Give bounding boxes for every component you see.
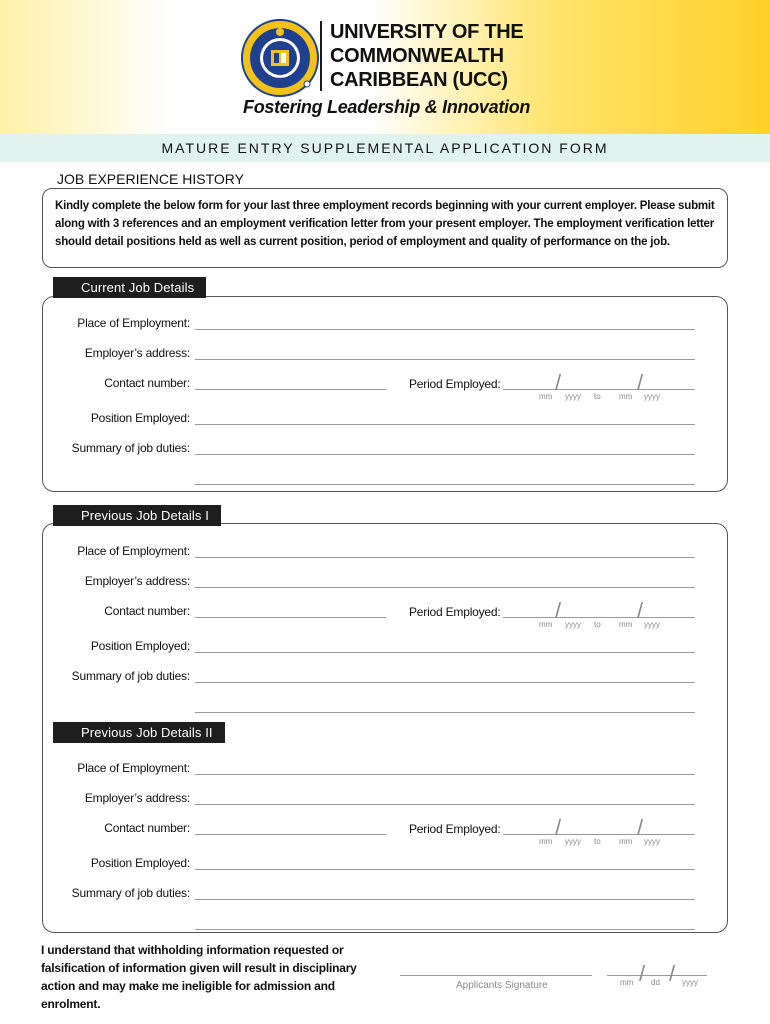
instructions-box xyxy=(42,188,728,268)
period-slash-start-2: / xyxy=(555,815,562,840)
period-label-0: Period Employed: xyxy=(409,377,501,391)
tagline: Fostering Leadership & Innovation xyxy=(243,97,531,117)
summary-label-2: Summary of job duties: xyxy=(71,886,190,900)
university-name-line3: CARIBBEAN (UCC) xyxy=(330,69,508,91)
period-yyyy-start-0: yyyy xyxy=(565,392,581,401)
address-field-2[interactable] xyxy=(195,804,695,805)
summary-field-extra-2[interactable] xyxy=(195,929,695,930)
period-to-1: to xyxy=(594,620,601,629)
signature-date-line[interactable] xyxy=(607,975,707,976)
period-field-1[interactable] xyxy=(503,617,695,618)
period-slash-end-1: / xyxy=(637,598,644,623)
place-field-0[interactable] xyxy=(195,329,695,330)
date-separator-2: / xyxy=(669,961,676,986)
place-field-1[interactable] xyxy=(195,557,695,558)
signature-date-yyyy: yyyy xyxy=(682,978,698,987)
summary-label-1: Summary of job duties: xyxy=(71,669,190,683)
header-banner xyxy=(0,0,770,134)
summary-field-extra-1[interactable] xyxy=(195,712,695,713)
period-slash-start-0: / xyxy=(555,370,562,395)
address-field-0[interactable] xyxy=(195,359,695,360)
job-tab-1: Previous Job Details I xyxy=(53,505,221,526)
period-mm-start-1: mm xyxy=(539,620,553,629)
period-to-0: to xyxy=(594,392,601,401)
instructions-text: Kindly complete the below form for your last three employment records beginning with your current employer. Please submit along with 3 references and an employment verification letter from your present employer. The employment verification letter should detail positions held as well as current position, period of employment and quality of performance on the job. xyxy=(55,200,715,248)
position-field-0[interactable] xyxy=(195,424,695,425)
period-slash-end-0: / xyxy=(637,370,644,395)
signature-line[interactable] xyxy=(400,975,592,976)
address-label-2: Employer’s address: xyxy=(84,791,190,805)
period-slash-start-1: / xyxy=(555,598,562,623)
date-separator-1: / xyxy=(639,961,646,986)
period-yyyy-start-1: yyyy xyxy=(565,620,581,629)
period-yyyy-start-2: yyyy xyxy=(565,837,581,846)
period-mm-end-2: mm xyxy=(619,837,633,846)
address-field-1[interactable] xyxy=(195,587,695,588)
address-label-1: Employer’s address: xyxy=(84,574,190,588)
summary-label-0: Summary of job duties: xyxy=(71,441,190,455)
position-field-1[interactable] xyxy=(195,652,695,653)
section-heading: JOB EXPERIENCE HISTORY xyxy=(57,171,244,187)
signature-date-dd: dd xyxy=(651,978,660,987)
period-yyyy-end-0: yyyy xyxy=(644,392,660,401)
position-label-2: Position Employed: xyxy=(90,856,190,870)
contact-label-0: Contact number: xyxy=(104,376,190,390)
period-slash-end-2: / xyxy=(637,815,644,840)
place-label-0: Place of Employment: xyxy=(77,316,190,330)
place-field-2[interactable] xyxy=(195,774,695,775)
contact-field-0[interactable] xyxy=(195,389,386,390)
address-label-0: Employer’s address: xyxy=(84,346,190,360)
disclaimer-text: I understand that withholding information requested or falsification of information given will result in disciplinary action and may make me ineligible for admission and enrolment. xyxy=(41,943,357,1011)
position-label-1: Position Employed: xyxy=(90,639,190,653)
period-mm-start-2: mm xyxy=(539,837,553,846)
period-yyyy-end-1: yyyy xyxy=(644,620,660,629)
period-field-0[interactable] xyxy=(503,389,695,390)
logo-divider xyxy=(320,21,322,91)
place-label-1: Place of Employment: xyxy=(77,544,190,558)
university-seal-logo xyxy=(240,18,320,98)
contact-field-2[interactable] xyxy=(195,834,386,835)
summary-field-0[interactable] xyxy=(195,454,695,455)
summary-field-1[interactable] xyxy=(195,682,695,683)
period-label-1: Period Employed: xyxy=(409,605,501,619)
university-name-line1: UNIVERSITY OF THE xyxy=(330,21,524,43)
contact-label-2: Contact number: xyxy=(104,821,190,835)
position-label-0: Position Employed: xyxy=(90,411,190,425)
period-label-2: Period Employed: xyxy=(409,822,501,836)
place-label-2: Place of Employment: xyxy=(77,761,190,775)
job-tab-0: Current Job Details xyxy=(53,277,206,298)
signature-label: Applicants Signature xyxy=(456,980,548,991)
period-yyyy-end-2: yyyy xyxy=(644,837,660,846)
period-mm-end-1: mm xyxy=(619,620,633,629)
university-name-line2: COMMONWEALTH xyxy=(330,45,504,67)
summary-field-2[interactable] xyxy=(195,899,695,900)
signature-date-mm: mm xyxy=(620,978,634,987)
contact-label-1: Contact number: xyxy=(104,604,190,618)
contact-field-1[interactable] xyxy=(195,617,386,618)
job-tab-2: Previous Job Details II xyxy=(53,722,225,743)
university-name xyxy=(330,20,523,92)
period-field-2[interactable] xyxy=(503,834,695,835)
form-title: MATURE ENTRY SUPPLEMENTAL APPLICATION FORM xyxy=(0,134,770,162)
period-mm-start-0: mm xyxy=(539,392,553,401)
summary-field-extra-0[interactable] xyxy=(195,484,695,485)
period-to-2: to xyxy=(594,837,601,846)
period-mm-end-0: mm xyxy=(619,392,633,401)
position-field-2[interactable] xyxy=(195,869,695,870)
